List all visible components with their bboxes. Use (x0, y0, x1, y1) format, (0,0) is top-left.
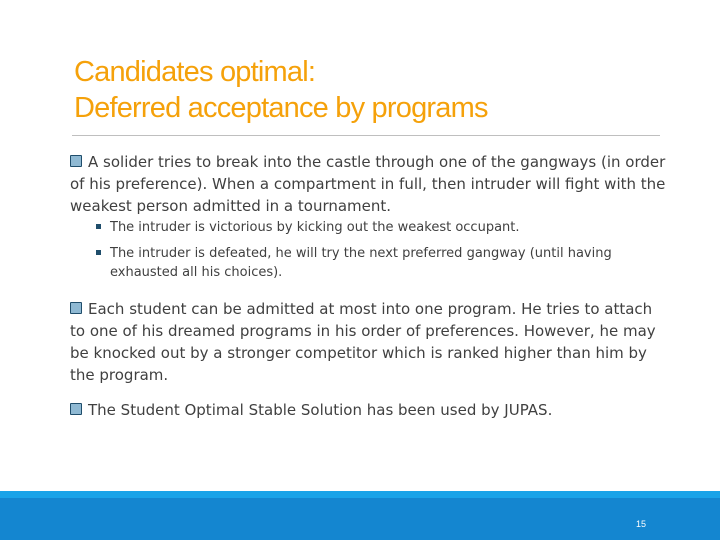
footer-bar (0, 498, 720, 540)
bullet-3-text: The Student Optimal Stable Solution has been used by JUPAS. (88, 401, 553, 419)
sub-bullet-1 (96, 218, 656, 237)
sub-bullet-1-text: The intruder is victorious by kicking out the weakest occupant. (110, 220, 520, 235)
footer-accent-bar (0, 491, 720, 498)
bullet-2-text: Each student can be admitted at most into one program. He tries to attach to one of his dreamed programs in his order of preferences. However, he may be knocked out by a stronger competitor which is ranked higher than him by the program. (70, 300, 656, 384)
slide-title-line-1: Candidates optimal: (74, 56, 316, 88)
checkbox-bullet-icon (70, 155, 82, 167)
bullet-1-text: A solider tries to break into the castle through one of the gangways (in order of his preference). When a compartment in full, then intruder will fight with the weakest person admitted in a tournament. (70, 153, 666, 215)
sub-bullet-2-text: The intruder is defeated, he will try the next preferred gangway (until having exhausted all his choices). (110, 246, 612, 280)
slide-title (74, 54, 694, 126)
bullet-2 (70, 298, 660, 386)
sub-bullet-2 (96, 244, 656, 282)
title-divider (72, 135, 660, 136)
square-bullet-icon (96, 250, 101, 255)
checkbox-bullet-icon (70, 302, 82, 314)
square-bullet-icon (96, 224, 101, 229)
slide-title-line-2: Deferred acceptance by programs (74, 92, 488, 124)
bullet-1 (70, 151, 670, 217)
checkbox-bullet-icon (70, 403, 82, 415)
bullet-3 (70, 399, 670, 421)
page-number: 15 (636, 519, 647, 529)
